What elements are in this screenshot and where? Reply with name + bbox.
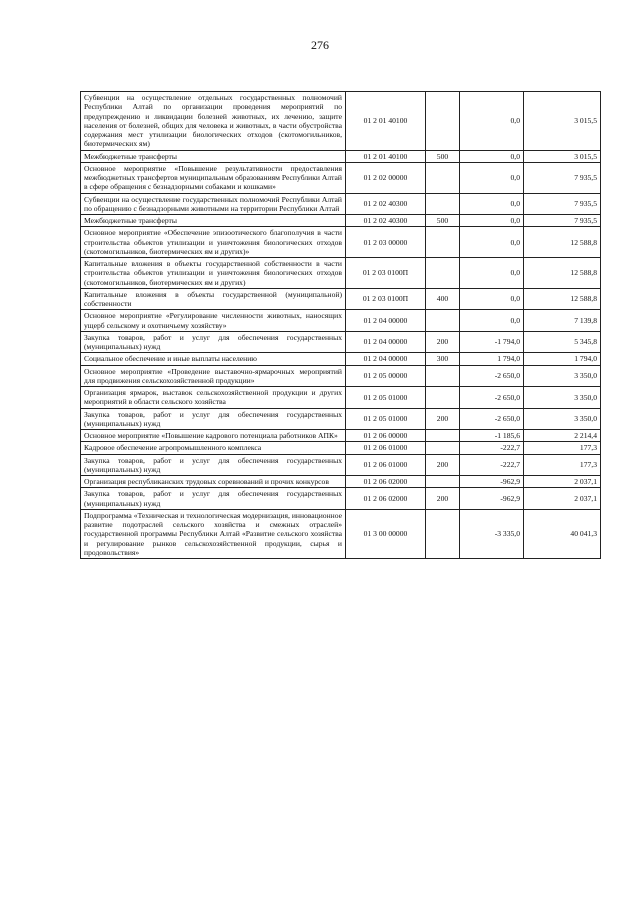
change-amount-cell: -962,9 xyxy=(460,476,524,488)
change-amount-cell: -2 650,0 xyxy=(460,365,524,387)
item-name-cell: Капитальные вложения в объекты государственной собственности в части строительства объектов утилизации и уничтожения биологических отходов (скотомогильников, биотермических ям и других) xyxy=(81,258,346,289)
table-row xyxy=(81,92,601,151)
target-code-cell: 01 2 02 40300 xyxy=(346,193,426,215)
target-code-cell: 01 2 04 00000 xyxy=(346,331,426,353)
change-amount-cell: 0,0 xyxy=(460,92,524,151)
target-code-cell: 01 2 04 00000 xyxy=(346,310,426,332)
expense-type-cell: 300 xyxy=(426,353,460,365)
total-amount-cell: 3 015,5 xyxy=(524,150,601,162)
expense-type-cell: 400 xyxy=(426,288,460,310)
table-row xyxy=(81,288,601,310)
page-number: 276 xyxy=(311,38,329,52)
total-amount-cell: 2 214,4 xyxy=(524,430,601,442)
table-row xyxy=(81,353,601,365)
target-code-cell: 01 2 05 00000 xyxy=(346,365,426,387)
total-amount-cell: 1 794,0 xyxy=(524,353,601,365)
expense-type-cell: 500 xyxy=(426,150,460,162)
target-code-cell: 01 2 06 02000 xyxy=(346,476,426,488)
target-code-cell: 01 2 03 0100П xyxy=(346,288,426,310)
target-code-cell: 01 2 05 01000 xyxy=(346,408,426,430)
expense-type-cell xyxy=(426,227,460,258)
expense-type-cell: 500 xyxy=(426,215,460,227)
table-row xyxy=(81,365,601,387)
table-row xyxy=(81,430,601,442)
total-amount-cell: 7 935,5 xyxy=(524,193,601,215)
change-amount-cell: 0,0 xyxy=(460,215,524,227)
item-name-cell: Капитальные вложения в объекты государственной (муниципальной) собственности xyxy=(81,288,346,310)
item-name-cell: Субвенции на осуществление отдельных государственных полномочий Республики Алтай по организации проведения мероприятий по предупреждению и ликвидации болезней животных, их лечению, защите населения от болезней, общих для человека и животных, в части обустройства содержания мест утилизации биологических отходов (скотомогильников, биотермических ям) xyxy=(81,92,346,151)
target-code-cell: 01 2 03 0100П xyxy=(346,258,426,289)
total-amount-cell: 177,3 xyxy=(524,454,601,476)
item-name-cell: Организация республиканских трудовых соревнований и прочих конкурсов xyxy=(81,476,346,488)
budget-table-body xyxy=(81,92,601,559)
target-code-cell: 01 2 05 01000 xyxy=(346,387,426,409)
table-row xyxy=(81,215,601,227)
table-row xyxy=(81,331,601,353)
target-code-cell: 01 2 03 00000 xyxy=(346,227,426,258)
table-row xyxy=(81,258,601,289)
change-amount-cell: 1 794,0 xyxy=(460,353,524,365)
expense-type-cell xyxy=(426,310,460,332)
budget-table xyxy=(80,91,601,559)
target-code-cell: 01 2 01 40100 xyxy=(346,92,426,151)
table-row xyxy=(81,193,601,215)
change-amount-cell: -222,7 xyxy=(460,454,524,476)
total-amount-cell: 7 139,8 xyxy=(524,310,601,332)
target-code-cell: 01 3 00 00000 xyxy=(346,509,426,558)
table-row xyxy=(81,387,601,409)
item-name-cell: Закупка товаров, работ и услуг для обеспечения государственных (муниципальных) нужд xyxy=(81,488,346,510)
table-row xyxy=(81,310,601,332)
target-code-cell: 01 2 06 01000 xyxy=(346,454,426,476)
item-name-cell: Подпрограмма «Техническая и технологическая модернизация, инновационное развитие подотраслей сельского хозяйства и смежных отраслей» государственной программы Республики Алтай «Развитие сельского хозяйства и регулирование рынков сельскохозяйственной продукции, сырья и продовольствия» xyxy=(81,509,346,558)
table-row xyxy=(81,476,601,488)
table-row xyxy=(81,227,601,258)
expense-type-cell xyxy=(426,430,460,442)
table-row xyxy=(81,488,601,510)
change-amount-cell: 0,0 xyxy=(460,258,524,289)
item-name-cell: Закупка товаров, работ и услуг для обеспечения государственных (муниципальных) нужд xyxy=(81,454,346,476)
target-code-cell: 01 2 01 40100 xyxy=(346,150,426,162)
expense-type-cell xyxy=(426,258,460,289)
expense-type-cell: 200 xyxy=(426,331,460,353)
target-code-cell: 01 2 02 00000 xyxy=(346,162,426,193)
item-name-cell: Закупка товаров, работ и услуг для обеспечения государственных (муниципальных) нужд xyxy=(81,331,346,353)
change-amount-cell: 0,0 xyxy=(460,310,524,332)
item-name-cell: Межбюджетные трансферты xyxy=(81,215,346,227)
item-name-cell: Социальное обеспечение и иные выплаты населению xyxy=(81,353,346,365)
total-amount-cell: 7 935,5 xyxy=(524,162,601,193)
change-amount-cell: 0,0 xyxy=(460,193,524,215)
item-name-cell: Субвенции на осуществление государственных полномочий Республики Алтай по обращению с безнадзорными животными на территории Республики Алтай xyxy=(81,193,346,215)
total-amount-cell: 3 350,0 xyxy=(524,408,601,430)
total-amount-cell: 12 588,8 xyxy=(524,258,601,289)
change-amount-cell: -1 794,0 xyxy=(460,331,524,353)
total-amount-cell: 5 345,8 xyxy=(524,331,601,353)
change-amount-cell: -2 650,0 xyxy=(460,387,524,409)
item-name-cell: Основное мероприятие «Повышение результативности предоставления межбюджетных трансфертов муниципальным образованиям Республики Алтай в сфере обращения с безнадзорными собаками и кошками» xyxy=(81,162,346,193)
change-amount-cell: 0,0 xyxy=(460,227,524,258)
total-amount-cell: 7 935,5 xyxy=(524,215,601,227)
expense-type-cell xyxy=(426,92,460,151)
target-code-cell: 01 2 02 40300 xyxy=(346,215,426,227)
total-amount-cell: 2 037,1 xyxy=(524,476,601,488)
target-code-cell: 01 2 04 00000 xyxy=(346,353,426,365)
item-name-cell: Межбюджетные трансферты xyxy=(81,150,346,162)
table-row xyxy=(81,442,601,454)
table-row xyxy=(81,408,601,430)
change-amount-cell: 0,0 xyxy=(460,150,524,162)
change-amount-cell: -3 335,0 xyxy=(460,509,524,558)
target-code-cell: 01 2 06 02000 xyxy=(346,488,426,510)
table-row xyxy=(81,150,601,162)
total-amount-cell: 12 588,8 xyxy=(524,227,601,258)
change-amount-cell: -222,7 xyxy=(460,442,524,454)
expense-type-cell xyxy=(426,162,460,193)
total-amount-cell: 3 350,0 xyxy=(524,365,601,387)
change-amount-cell: 0,0 xyxy=(460,288,524,310)
expense-type-cell xyxy=(426,365,460,387)
total-amount-cell: 177,3 xyxy=(524,442,601,454)
target-code-cell: 01 2 06 00000 xyxy=(346,430,426,442)
expense-type-cell: 200 xyxy=(426,454,460,476)
item-name-cell: Основное мероприятие «Повышение кадрового потенциала работников АПК» xyxy=(81,430,346,442)
total-amount-cell: 3 015,5 xyxy=(524,92,601,151)
expense-type-cell xyxy=(426,476,460,488)
total-amount-cell: 40 041,3 xyxy=(524,509,601,558)
total-amount-cell: 3 350,0 xyxy=(524,387,601,409)
target-code-cell: 01 2 06 01000 xyxy=(346,442,426,454)
item-name-cell: Кадровое обеспечение агропромышленного комплекса xyxy=(81,442,346,454)
item-name-cell: Основное мероприятие «Обеспечение эпизоотического благополучия в части строительства объектов утилизации и уничтожения биологических отходов (скотомогильников, биотермических ям и других)» xyxy=(81,227,346,258)
change-amount-cell: -2 650,0 xyxy=(460,408,524,430)
change-amount-cell: 0,0 xyxy=(460,162,524,193)
expense-type-cell: 200 xyxy=(426,488,460,510)
expense-type-cell xyxy=(426,193,460,215)
total-amount-cell: 12 588,8 xyxy=(524,288,601,310)
change-amount-cell: -962,9 xyxy=(460,488,524,510)
change-amount-cell: -1 185,6 xyxy=(460,430,524,442)
expense-type-cell xyxy=(426,442,460,454)
item-name-cell: Основное мероприятие «Регулирование численности животных, наносящих ущерб сельскому и охотничьему хозяйству» xyxy=(81,310,346,332)
expense-type-cell xyxy=(426,387,460,409)
table-row xyxy=(81,509,601,558)
table-row xyxy=(81,162,601,193)
item-name-cell: Организация ярмарок, выставок сельскохозяйственной продукции и других мероприятий в области сельского хозяйства xyxy=(81,387,346,409)
expense-type-cell: 200 xyxy=(426,408,460,430)
table-row xyxy=(81,454,601,476)
item-name-cell: Основное мероприятие «Проведение выставочно-ярмарочных мероприятий для продвижения сельскохозяйственной продукции» xyxy=(81,365,346,387)
total-amount-cell: 2 037,1 xyxy=(524,488,601,510)
expense-type-cell xyxy=(426,509,460,558)
item-name-cell: Закупка товаров, работ и услуг для обеспечения государственных (муниципальных) нужд xyxy=(81,408,346,430)
